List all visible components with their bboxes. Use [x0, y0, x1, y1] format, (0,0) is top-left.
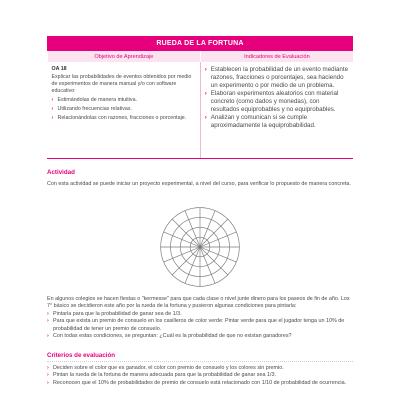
criteria-heading: Criterios de evaluación	[47, 352, 116, 359]
fortune-wheel-diagram	[159, 206, 241, 288]
oa-bullet: › Utilizando frecuencias relativas.	[52, 106, 194, 113]
activity-heading: Actividad	[47, 169, 75, 176]
indicator-item: › Analizan y comunican si se cumple aproximadamente la equiprobabilidad.	[205, 114, 349, 130]
criteria-bullet: › Deciden sobre el color que es ganador, el color con premio de consuelo y los colores sin premio.	[47, 365, 353, 372]
activity-bullets	[47, 311, 353, 341]
activity-bullet: › Con todas estas condiciones, se preguntan: ¿Cuál es la probabilidad de que no existan ganadores?	[47, 333, 353, 340]
col-objective-header: Objetivo de Aprendizaje	[48, 51, 201, 62]
wheel-sector-line	[172, 219, 200, 247]
criteria-rule	[47, 361, 353, 362]
indicator-list	[205, 66, 349, 130]
activity-intro-text: Con esta actividad se puede iniciar un proyecto experimental, a nivel del curso, para verificar lo propuesto de manera concreta.	[47, 181, 351, 187]
objective-cell	[48, 62, 201, 159]
oa-code: OA 18	[51, 66, 67, 72]
oa-bullets	[52, 97, 194, 122]
wheel-sector-line	[200, 219, 228, 247]
wheel-sector-line	[172, 247, 200, 275]
col-indicators-header: Indicadores de Evaluación	[200, 51, 353, 62]
activity-intro	[47, 181, 353, 188]
activity-paragraph	[47, 296, 353, 310]
indicator-item: › Establecen la probabilidad de un evento mediante razones, fracciones o porcentajes, sea haciendo un experimento o por medio de un problema.	[205, 66, 349, 90]
oa-bullet: › Relacionándolas con razones, fracciones o porcentaje.	[52, 115, 194, 122]
activity-bullet: › Para que exista un premio de consuelo en los casilleros de color verde: Pintar verde para que el jugador tenga un 10% de probabilidad de tener un premio de consuelo.	[47, 318, 353, 333]
page-title: RUEDA DE LA FORTUNA	[47, 36, 353, 51]
activity-bullet: › Pintarla para que la probabilidad de ganar sea de 1/3.	[47, 311, 353, 318]
table-bottom-rule	[47, 158, 353, 159]
indicator-item: › Elaboran experimentos aleatorios con material concreto (como dados y monedas), con resultados equiprobables y no equiprobables.	[205, 90, 349, 114]
oa-bullet: › Estimándolas de manera intuitiva.	[52, 97, 194, 104]
criteria-bullet: › Reconocen que el 10% de probabilidades de premio de consuelo está relacionado con 1/10 de probabilidad de ocurrencia.	[47, 380, 353, 387]
oa-text: Explicar las probabilidades de eventos obtenidos por medio de experimentos de manera manual y/o con software educativo:	[51, 74, 192, 94]
activity-paragraph-text: En algunos colegios se hacen fiestas o "kermesse" para que cada clase o nivel junte dinero para los paseos de fin de año. Los 7° básico se decidieron este año por la rueda de la fortuna y pusieron algunas condiciones para pintarla:	[47, 296, 350, 310]
objectives-table	[47, 51, 353, 159]
indicators-cell	[200, 62, 353, 159]
criteria-bullet: › Pintan la rueda de la fortuna de manera adecuada para que la probabilidad de ganar sea 1/3.	[47, 372, 353, 379]
wheel-sector-line	[200, 247, 228, 275]
criteria-bullets	[47, 365, 353, 387]
